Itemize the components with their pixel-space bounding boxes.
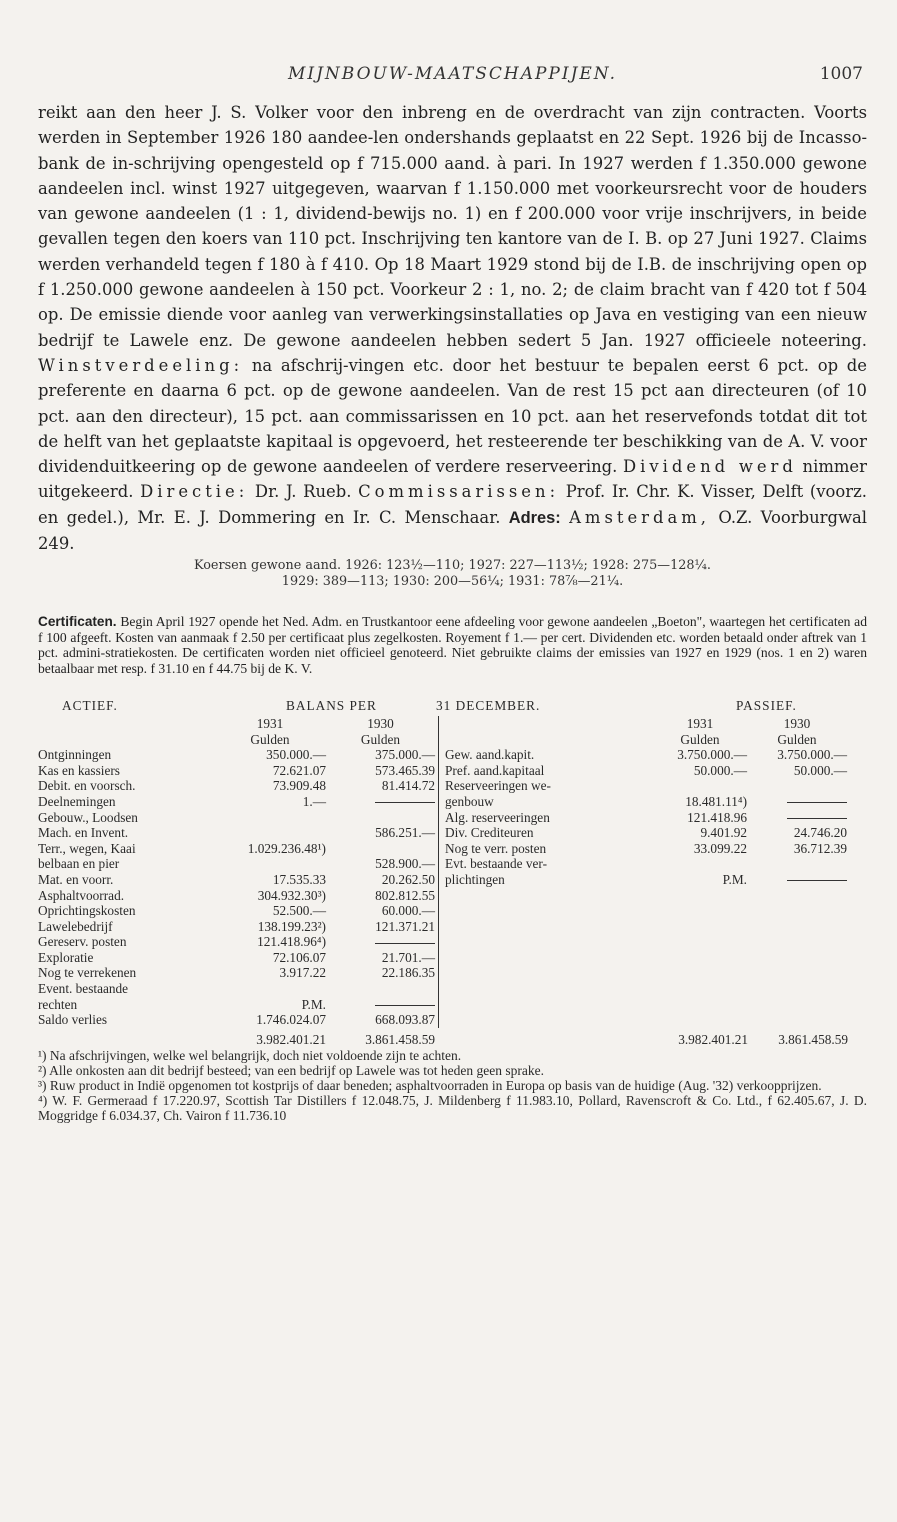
footnotes xyxy=(38,1049,867,1123)
left-row-label: Exploratie xyxy=(38,949,94,965)
footnote-4: ⁴) W. F. Germeraad f 17.220.97, Scottish Tar Distillers f 12.048.75, J. Mildenberg f 11.983.10, Pollard, Ravenscroft & Co. Ltd., f 62.405.67, J. D. Moggridge f 6.034.37, Ch. Vairon f 11.736.10 xyxy=(38,1092,867,1123)
left-row-label: Kas en kassiers xyxy=(38,762,120,778)
balance-sheet xyxy=(38,698,867,1047)
right-row-label: Pref. aand.kapitaal xyxy=(445,762,545,778)
koersen-block xyxy=(38,558,867,590)
left-row xyxy=(38,841,438,857)
certificaten-text: Begin April 1927 opende het Ned. Adm. en Trustkantoor eene afdeeling voor gewone aandeelen „Boeton", waartegen het certificaten ad f 100 afgeeft. Kosten van aanmaak f 2.50 per certificaat plus zegelkosten. Royement f 1.— per cert. Dividenden etc. worden betaald onder aftrek van 1 pct. admini-stratiekosten. De certificaten worden niet officieel genoteerd. Niet gebruikte claims der emissies van 1927 en 1929 (nos. 1 en 2) waren betaalbaar met resp. f 31.10 en f 44.75 bij de K. V. xyxy=(38,614,867,676)
left-row-label: Ontginningen xyxy=(38,747,112,763)
left-row-value xyxy=(214,810,326,826)
right-row-label: Reserveeringen we- xyxy=(445,778,551,794)
adres-label: Adres: xyxy=(508,508,561,527)
unit-gulden: Gulden xyxy=(777,731,817,747)
left-row-value: 60.000.— xyxy=(381,903,435,919)
page-header xyxy=(38,56,867,92)
left-row xyxy=(38,903,438,919)
winstverdeeling-label: Winstverdeeling: xyxy=(38,355,244,375)
left-row-value: 528.900.— xyxy=(375,856,435,872)
left-row-value xyxy=(326,794,435,810)
right-row-value: 50.000.— xyxy=(693,762,747,778)
right-row-label: Nog te verr. posten xyxy=(445,840,547,856)
right-row-label: genbouw xyxy=(445,793,494,809)
left-row-label: Gebouw., Loodsen xyxy=(38,809,138,825)
balance-title-right: 31 DECEMBER. xyxy=(436,697,541,713)
left-row-value: 350.000.— xyxy=(266,747,326,763)
left-row-label: Event. bestaande xyxy=(38,981,129,997)
left-row-value: 72.106.07 xyxy=(272,949,326,965)
right-row xyxy=(445,825,867,841)
left-row-value: 121.418.96⁴) xyxy=(257,934,326,950)
left-row-label: Debit. en voorsch. xyxy=(38,778,136,794)
left-row xyxy=(38,825,438,841)
left-row-value: 1.029.236.48¹) xyxy=(247,840,326,856)
balance-totals xyxy=(38,1032,867,1048)
unit-gulden: Gulden xyxy=(680,731,720,747)
directie-label: Directie: xyxy=(140,482,249,502)
left-row-value xyxy=(326,841,435,857)
left-row-value: 1.746.024.07 xyxy=(256,1012,326,1028)
passief-rows xyxy=(445,747,867,887)
left-row xyxy=(38,810,438,826)
koersen-line-1: Koersen gewone aand. 1926: 123½—110; 1927: 227—113½; 1928: 275—128¼. xyxy=(193,558,711,574)
actief-total-row xyxy=(38,1032,438,1048)
right-row-value: 33.099.22 xyxy=(693,840,747,856)
right-row xyxy=(445,810,867,826)
actief-col-units xyxy=(38,732,438,748)
right-row-value: 36.712.39 xyxy=(793,840,847,856)
left-row-value: 52.500.— xyxy=(272,903,326,919)
right-row xyxy=(445,763,867,779)
left-row xyxy=(38,747,438,763)
koersen-line-2: 1929: 389—113; 1930: 200—56¼; 1931: 78⅞—21¼. xyxy=(281,574,624,590)
adres-city: Amsterdam, xyxy=(569,507,710,527)
dividend-label: Dividend werd xyxy=(623,457,797,477)
left-row xyxy=(38,997,438,1013)
right-row-value: 9.401.92 xyxy=(700,825,747,841)
right-row-value: 50.000.— xyxy=(793,762,847,778)
unit-gulden: Gulden xyxy=(250,731,290,747)
right-row-value: 18.481.11⁴) xyxy=(685,793,747,809)
left-row-value: P.M. xyxy=(301,996,326,1012)
certificaten-title: Certificaten. xyxy=(38,614,117,630)
left-row-value xyxy=(326,810,435,826)
left-row-value: 73.909.48 xyxy=(272,778,326,794)
balance-columns xyxy=(38,716,867,1028)
unit-gulden: Gulden xyxy=(360,731,401,747)
left-row xyxy=(38,872,438,888)
left-row xyxy=(38,919,438,935)
left-row-label: Mat. en voorr. xyxy=(38,871,114,887)
right-row-value: P.M. xyxy=(722,871,747,887)
left-row-value xyxy=(214,856,326,872)
year-1930: 1930 xyxy=(783,715,811,731)
left-row-value: 668.093.87 xyxy=(375,1012,435,1028)
left-row-value xyxy=(326,997,435,1013)
actief-total-1930: 3.861.458.59 xyxy=(365,1031,435,1047)
left-row-value: 802.812.55 xyxy=(375,887,435,903)
right-row-label: Alg. reserveeringen xyxy=(445,809,550,825)
right-row-value: 3.750.000.— xyxy=(677,747,747,763)
left-row-value: 72.621.07 xyxy=(272,762,326,778)
paragraph-emission: reikt aan den heer J. S. Volker voor den inbreng en de overdracht van zijn contracten. Voorts werden in September 1926 180 aandee-len ondershands geplaatst en 22 Sept. 1926 bij de Incasso-bank de in-schrijving opengesteld op f 715.000 aand. à pari. In 1927 werden f 1.350.000 gewone aandeelen incl. winst 1927 uitgegeven, waarvan f 1.150.000 met voorkeursrecht voor de houders van gewone aandeelen (1 : 1, dividend-bewijs no. 1) en f 200.000 voor vrije inschrijvers, in beide gevallen tegen den koers van 110 pct. Inschrijving ten kantore van de I. B. op 27 Juni 1927. Claims werden verhandeld tegen f 180 à f 410. Op 18 Maart 1929 stond bij de I.B. de inschrijving open op f 1.250.000 gewone aandeelen à 150 pct. Voorkeur 2 : 1, no. 2; de claim bracht van f 420 tot f 504 op. De emissie diende voor aanleg van verwerkingsinstallaties op Java en vestiging van een nieuw bedrijf te Lawele enz. De gewone aandeelen hebben sedert 5 Jan. 1927 officieele noteering. xyxy=(38,103,867,350)
actief-total-1931: 3.982.401.21 xyxy=(256,1031,326,1047)
right-row xyxy=(445,747,867,763)
left-row xyxy=(38,965,438,981)
right-row-label: Gew. aand.kapit. xyxy=(445,747,535,763)
left-row-label: Saldo verlies xyxy=(38,1012,108,1028)
left-row-label: Gereserv. posten xyxy=(38,934,127,950)
left-row-value: 1.— xyxy=(302,793,326,809)
footnote-2: ²) Alle onkosten aan dit bedrijf besteed; van een bedrijf op Lawele was tot heden geen sprake. xyxy=(38,1063,544,1079)
right-row-label: plichtingen xyxy=(445,871,505,887)
footnote-1: ¹) Na afschrijvingen, welke wel belangrijk, doch niet voldoende zijn te achten. xyxy=(38,1048,462,1064)
left-row-value: 20.262.50 xyxy=(381,871,435,887)
left-row xyxy=(38,950,438,966)
winstverdeeling-text: na afschrij-vingen etc. door het bestuur te bepalen eerst 6 pct. op de preferente en daarna 6 pct. op de gewone aandeelen. Van de rest 15 pct aan directeuren (of 10 pct. aan den directeur), 15 pct. aan commissarissen en 10 pct. aan het reservefonds totdat dit tot de helft van het geplaatste kapitaal is opgevoerd, het resteerende ter beschikking van de A. V. voor dividenduitkeering op de gewone aandeelen of verdere reserveering. xyxy=(38,355,868,477)
left-row-value: 138.199.23²) xyxy=(257,918,326,934)
dividend-text: nimmer uitgekeerd. xyxy=(38,457,867,502)
page-number: 1007 xyxy=(819,64,863,84)
year-1930: 1930 xyxy=(367,715,394,731)
passief-total-1931: 3.982.401.21 xyxy=(678,1031,748,1047)
passief-col-years xyxy=(445,716,867,732)
left-row-label: Terr., wegen, Kaai xyxy=(38,840,136,856)
right-row-value xyxy=(653,778,747,794)
right-row-value: 3.750.000.— xyxy=(777,747,847,763)
main-text xyxy=(38,100,867,556)
passief-label: PASSIEF. xyxy=(736,697,797,713)
left-row xyxy=(38,888,438,904)
left-row-value xyxy=(326,981,435,997)
actief-side xyxy=(38,716,439,1028)
left-row-value xyxy=(214,825,326,841)
left-row-value: 573.465.39 xyxy=(375,762,435,778)
right-row-value xyxy=(747,810,847,826)
right-row xyxy=(445,856,867,872)
right-row-label: Evt. bestaande ver- xyxy=(445,856,547,872)
left-row-value: 21.701.— xyxy=(381,949,435,965)
right-row-label: Div. Crediteuren xyxy=(445,825,534,841)
left-row-value: 81.414.72 xyxy=(381,778,435,794)
right-row-value xyxy=(747,794,847,810)
running-title: MIJNBOUW-MAATSCHAPPIJEN. xyxy=(288,64,617,84)
left-row xyxy=(38,981,438,997)
left-row-label: belbaan en pier xyxy=(38,856,120,872)
actief-label: ACTIEF. xyxy=(62,697,118,713)
left-row-value: 17.535.33 xyxy=(272,871,326,887)
actief-col-years xyxy=(38,716,438,732)
left-row xyxy=(38,1012,438,1028)
adres-text: O.Z. Voorburgwal 249. xyxy=(38,507,867,554)
passief-col-units xyxy=(445,732,867,748)
commissarissen-text: Prof. Ir. Chr. K. Visser, Delft (voorz. en gedel.), Mr. E. J. Dommering en Ir. C. Menschaar. xyxy=(38,482,867,527)
certificaten-section xyxy=(38,614,867,676)
left-row-label: Oprichtingskosten xyxy=(38,903,136,919)
left-row-label: Asphaltvoorrad. xyxy=(38,887,125,903)
passief-side xyxy=(439,716,867,1028)
left-row-value: 304.932.30³) xyxy=(257,887,326,903)
right-row-value xyxy=(747,778,847,794)
left-row-value: 121.371.21 xyxy=(375,918,435,934)
right-row xyxy=(445,872,867,888)
left-row xyxy=(38,856,438,872)
passief-total-row xyxy=(438,1032,848,1048)
directie-text: Dr. J. Rueb. xyxy=(254,482,352,502)
left-row-label: Nog te verrekenen xyxy=(38,965,137,981)
footnote-3: ³) Ruw product in Indië opgenomen tot kostprijs of daar beneden; asphaltvoorraden in Europa op basis van de huidige (Aug. '32) verkoopprijzen. xyxy=(38,1078,822,1094)
right-row-value xyxy=(747,856,847,872)
right-row xyxy=(445,778,867,794)
left-row-value: 22.186.35 xyxy=(381,965,435,981)
left-row-value: 375.000.— xyxy=(375,747,435,763)
left-row xyxy=(38,794,438,810)
left-row-value xyxy=(326,934,435,950)
commissarissen-label: Commissarissen: xyxy=(358,482,560,502)
balance-heading xyxy=(38,698,867,716)
actief-rows xyxy=(38,747,438,1028)
year-1931: 1931 xyxy=(256,715,284,731)
year-1931: 1931 xyxy=(686,715,714,731)
passief-total-1930: 3.861.458.59 xyxy=(778,1031,848,1047)
left-row-label: rechten xyxy=(38,996,78,1012)
right-row-value: 121.418.96 xyxy=(687,809,747,825)
right-row-value: 24.746.20 xyxy=(793,825,847,841)
right-row xyxy=(445,794,867,810)
balance-title-left: BALANS PER xyxy=(286,697,377,713)
left-row-value: 586.251.— xyxy=(375,825,435,841)
left-row-label: Mach. en Invent. xyxy=(38,825,129,841)
left-row-label: Deelnemingen xyxy=(38,793,116,809)
right-row xyxy=(445,841,867,857)
right-row-value xyxy=(747,872,847,888)
left-row-value: 3.917.22 xyxy=(279,965,326,981)
left-row xyxy=(38,778,438,794)
left-row-value xyxy=(214,981,326,997)
left-row xyxy=(38,763,438,779)
left-row xyxy=(38,934,438,950)
left-row-label: Lawelebedrijf xyxy=(38,918,113,934)
right-row-value xyxy=(653,856,747,872)
